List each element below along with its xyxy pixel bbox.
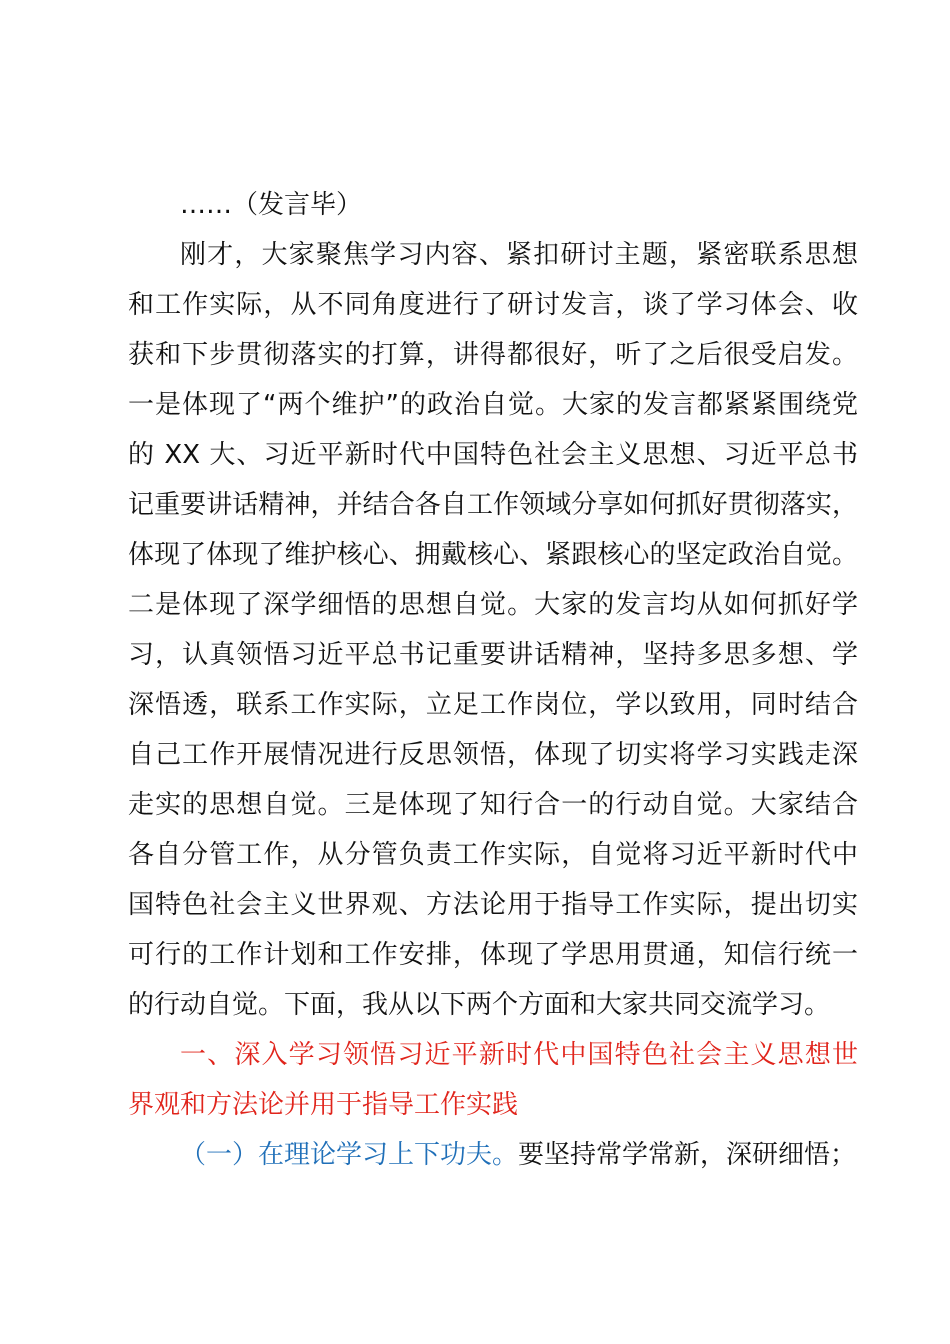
paragraph-line: 各自分管工作，从分管负责工作实际，自觉将习近平新时代中 xyxy=(128,840,858,870)
paragraph-line: 走实的思想自觉。三是体现了知行合一的行动自觉。大家结合 xyxy=(128,790,858,820)
section-heading-continued: 界观和方法论并用于指导工作实践 xyxy=(128,1090,519,1120)
document-body xyxy=(128,180,858,1180)
subsection-heading: （一）在理论学习上下功夫。 xyxy=(180,1140,519,1170)
paragraph-line: 的行动自觉。下面，我从以下两个方面和大家共同交流学习。 xyxy=(128,990,831,1020)
subsection-line xyxy=(128,1130,858,1180)
paragraph-line: 获和下步贯彻落实的打算，讲得都很好，听了之后很受启发。 xyxy=(128,340,858,370)
paragraph-line: 体现了体现了维护核心、拥戴核心、紧跟核心的坚定政治自觉。 xyxy=(128,540,858,570)
subsection-text: 要坚持常学常新，深研细悟； xyxy=(518,1140,857,1170)
paragraph-line: 可行的工作计划和工作安排，体现了学思用贯通，知信行统一 xyxy=(128,940,858,970)
paragraph-line: 和工作实际，从不同角度进行了研讨发言，谈了学习体会、收 xyxy=(128,290,858,320)
paragraph-line: 记重要讲话精神，并结合各自工作领域分享如何抓好贯彻落实， xyxy=(128,490,858,520)
paragraph-line: 刚才，大家聚焦学习内容、紧扣研讨主题，紧密联系思想 xyxy=(180,240,858,270)
paragraph-line: 自己工作开展情况进行反思领悟，体现了切实将学习实践走深 xyxy=(128,740,858,770)
paragraph-line: 习，认真领悟习近平总书记重要讲话精神，坚持多思多想、学 xyxy=(128,640,858,670)
paragraph-line: 一是体现了“两个维护”的政治自觉。大家的发言都紧紧围绕党 xyxy=(128,390,858,420)
paragraph-line: 二是体现了深学细悟的思想自觉。大家的发言均从如何抓好学 xyxy=(128,590,858,620)
paragraph-line: 的 XX 大、习近平新时代中国特色社会主义思想、习近平总书 xyxy=(128,440,858,470)
paragraph-line: 深悟透，联系工作实际，立足工作岗位，学以致用，同时结合 xyxy=(128,690,858,720)
paragraph-closing-remark: ……（发言毕） xyxy=(180,190,363,220)
paragraph-line: 国特色社会主义世界观、方法论用于指导工作实际，提出切实 xyxy=(128,890,858,920)
section-heading: 一、深入学习领悟习近平新时代中国特色社会主义思想世 xyxy=(180,1040,858,1070)
